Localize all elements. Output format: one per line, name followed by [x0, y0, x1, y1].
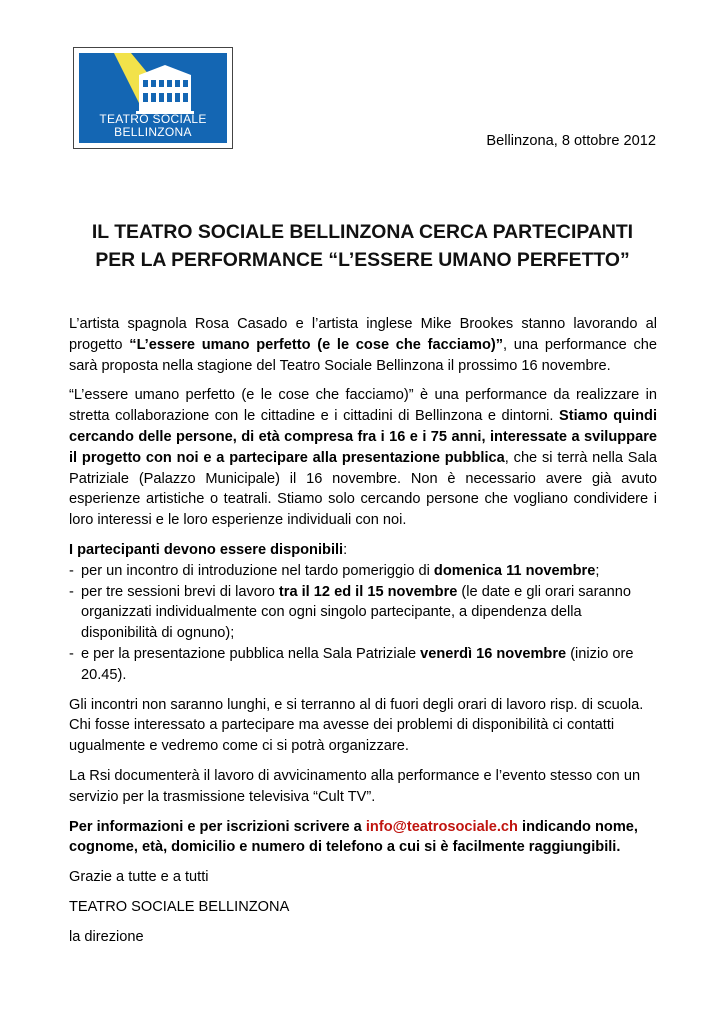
meetings-paragraph: Gli incontri non saranno lunghi, e si terranno al di fuori degli orari di lavoro risp. di scuola. Chi fosse interessato a partecipare ma avesse dei problemi di disponibilità ci contatti ugualmente e vedremo come ci si potrà organizzare. [69, 696, 644, 755]
list-item-text: (le date e gli orari saranno organizzati individualmente con ogni singolo partecipante, a dipendenza della disponibilità di ognuno); [81, 583, 631, 642]
contact-email-link[interactable]: info@teatrosociale.ch [365, 818, 518, 835]
contact-text-1: Per informazioni e per iscrizioni scrivere a [69, 818, 366, 835]
list-item [69, 582, 657, 644]
description-text-1: “L’essere umano perfetto (e le cose che facciamo)” è una performance da realizzare in stretta collaborazione con le cittadine e i cittadini di Bellinzona e dintorni. [69, 387, 657, 425]
availability-heading [69, 540, 657, 561]
contact-text-2: indicando nome, cognome, età, domicilio e numero di telefono a cui si è facilmente raggiungibili. [69, 818, 638, 856]
availability-colon: : [343, 541, 348, 558]
thanks-line: Grazie a tutte e a tutti [69, 869, 209, 886]
description-highlight: Stiamo quindi cercando delle persone, di età compresa fra i 16 e i 75 anni, interessate a sviluppare il progetto con noi e a partecipare alla presentazione pubblica [69, 408, 657, 466]
logo-background [79, 53, 227, 143]
contact-paragraph [69, 817, 657, 859]
list-item-date: tra il 12 ed il 15 novembre [278, 583, 458, 600]
list-item [69, 644, 657, 686]
letter-body [69, 314, 657, 957]
logo-line-1: TEATRO SOCIALE [99, 112, 207, 126]
intro-text-1: L’artista spagnola Rosa Casado e l’artista inglese Mike Brookes stanno lavorando al progetto [69, 316, 657, 353]
list-item-date: venerdì 16 novembre [420, 645, 567, 662]
list-item-text: e per la presentazione pubblica nella Sala Patriziale [81, 645, 421, 662]
intro-paragraph [69, 314, 657, 376]
date-line: Bellinzona, 8 ottobre 2012 [486, 133, 656, 149]
availability-heading-text: I partecipanti devono essere disponibili [69, 541, 344, 558]
headline [40, 218, 685, 274]
logo-wordmark [79, 113, 227, 138]
list-item-text: per un incontro di introduzione nel tardo pomeriggio di [81, 562, 434, 579]
intro-text-2: , una performance che sarà proposta nella stagione del Teatro Sociale Bellinzona il prossimo 16 novembre. [69, 336, 658, 374]
headline-line-1: IL TEATRO SOCIALE BELLINZONA CERCA PARTECIPANTI [91, 221, 634, 243]
list-item-text: ; [595, 562, 600, 579]
description-text-2: , che si terrà nella Sala Patriziale (Palazzo Municipale) il 16 novembre. Non è necessario avere già avuto esperienze artistiche o teatrali. Stiamo solo cercando persone che vogliano condividere i loro interessi e le loro esperienze individuali con noi. [69, 449, 657, 529]
headline-line-2: PER LA PERFORMANCE “L’ESSERE UMANO PERFETTO” [95, 249, 630, 271]
list-item [69, 561, 657, 582]
signature-line-2: la direzione [69, 928, 144, 945]
project-title: “L’essere umano perfetto (e le cose che facciamo)” [129, 336, 504, 353]
logo-line-2: BELLINZONA [114, 124, 192, 139]
signature-line-1: TEATRO SOCIALE BELLINZONA [69, 898, 290, 915]
rsi-paragraph: La Rsi documenterà il lavoro di avvicinamento alla performance e l’evento stesso con un servizio per la trasmissione televisiva “Cult TV”. [69, 767, 641, 805]
list-item-text: (inizio ore 20.45). [81, 645, 634, 683]
theatre-building-roof [139, 65, 191, 75]
availability-list [69, 561, 657, 686]
list-item-text: per tre sessioni brevi di lavoro [81, 583, 279, 600]
description-paragraph [69, 385, 657, 531]
theatre-logo [73, 47, 233, 149]
list-item-date: domenica 11 novembre [433, 562, 596, 579]
